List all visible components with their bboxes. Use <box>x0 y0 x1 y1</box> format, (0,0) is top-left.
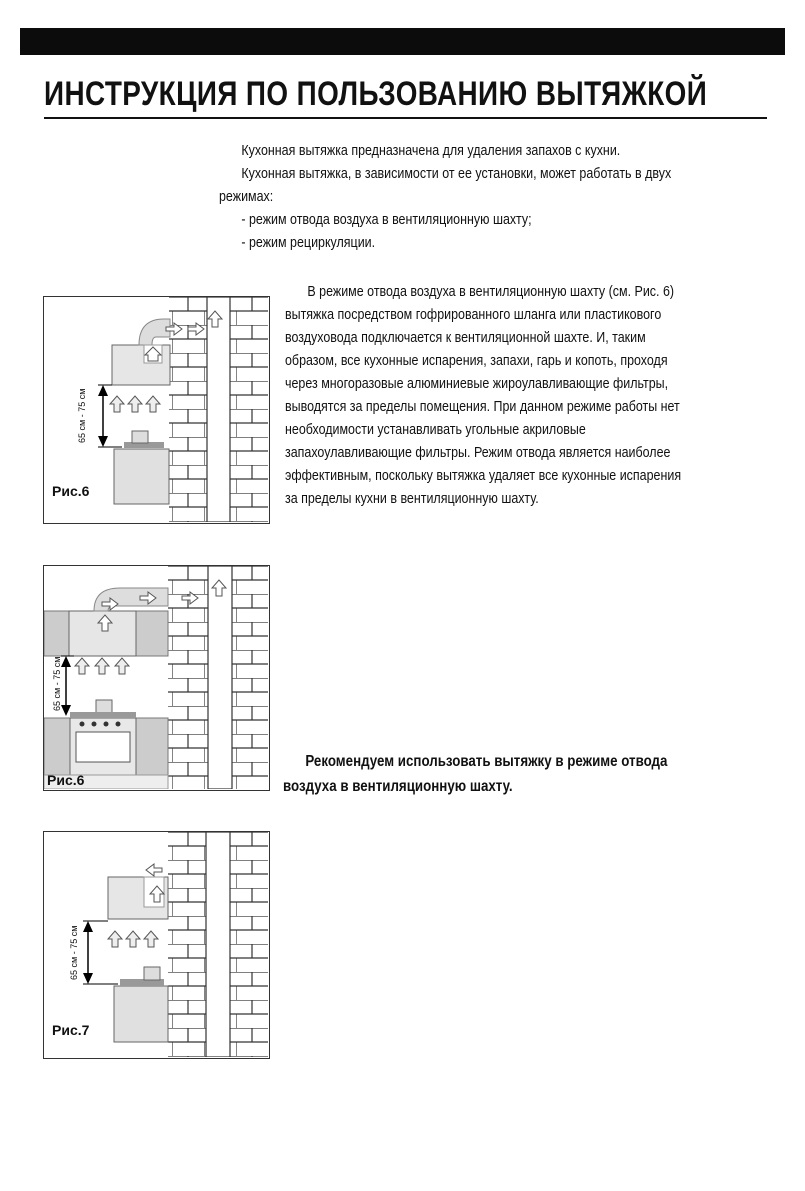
figure-caption: Рис.6 <box>47 772 85 788</box>
stove <box>114 449 169 504</box>
ventilation-shaft <box>206 832 230 1057</box>
wall-cabinet <box>44 611 69 656</box>
steam-arrow-icon <box>115 658 129 674</box>
figure-caption: Рис.6 <box>52 483 90 499</box>
page-title: ИНСТРУКЦИЯ ПО ПОЛЬЗОВАНИЮ ВЫТЯЖКОЙ <box>44 75 708 113</box>
figure-caption: Рис.7 <box>52 1022 90 1038</box>
paragraph-line: запахоулавливающие фильтры. Режим отвода является наиболее <box>285 445 671 461</box>
dimension-label: 65 см - 75 см <box>77 388 87 443</box>
steam-arrow-icon <box>126 931 140 947</box>
steam-arrow-icon <box>144 931 158 947</box>
recirculation-arrow-icon <box>146 864 162 876</box>
mode-item-1: - режим отвода воздуха в вентиляционную шахту; <box>241 212 532 228</box>
paragraph-line: за пределы кухни в вентиляционную шахту. <box>285 491 539 507</box>
steam-arrow-icon <box>110 396 124 412</box>
pot <box>96 700 112 713</box>
paragraph-line: через многоразовые алюминиевые жироулавливающие фильтры, <box>285 376 669 392</box>
steam-arrow-icon <box>75 658 89 674</box>
figure-exhaust-mode-kitchen <box>43 565 270 791</box>
wall-cabinet <box>136 611 168 656</box>
steam-arrow-icon <box>128 396 142 412</box>
steam-arrow-icon <box>108 931 122 947</box>
paragraph-line: вытяжка посредством гофрированного шланга или пластикового <box>285 307 662 323</box>
corrugated-hose <box>139 319 170 345</box>
intro-line-1: Кухонная вытяжка предназначена для удаления запахов с кухни. <box>241 143 621 159</box>
intro-line-2: Кухонная вытяжка, в зависимости от ее установки, может работать в двух <box>241 166 672 182</box>
stove <box>114 986 168 1042</box>
pot <box>144 967 160 980</box>
paragraph-line: воздуховода подключается к вентиляционной шахте. И, таким <box>285 330 646 346</box>
mode-item-2: - режим рециркуляции. <box>241 235 376 251</box>
title-underline <box>44 117 767 119</box>
dimension-label: 65 см - 75 см <box>52 656 62 711</box>
oven-door <box>76 732 130 762</box>
figure-recirculation-mode <box>43 831 270 1059</box>
pot <box>132 431 148 443</box>
figure-illustration <box>44 566 268 789</box>
intro-paragraph <box>219 140 671 255</box>
paragraph-line: В режиме отвода воздуха в вентиляционную шахту (см. Рис. 6) <box>307 284 675 300</box>
figure-exhaust-mode <box>43 296 270 524</box>
exhaust-mode-paragraph <box>285 281 681 511</box>
recommendation <box>283 749 667 799</box>
paragraph-line: необходимости устанавливать угольные акриловые <box>285 422 586 438</box>
paragraph-line: выводятся за пределы помещения. При данном режиме работы нет <box>285 399 680 415</box>
paragraph-line: эффективным, поскольку вытяжка удаляет все кухонные испарения <box>285 468 682 484</box>
ventilation-shaft <box>208 566 232 789</box>
steam-arrow-icon <box>146 396 160 412</box>
corrugated-hose <box>94 588 168 611</box>
paragraph-line: образом, все кухонные испарения, запахи, гарь и копоть, проходя <box>285 353 668 369</box>
recommendation-line-2: воздуха в вентиляционную шахту. <box>283 778 513 795</box>
ventilation-shaft <box>207 297 230 522</box>
recommendation-line-1: Рекомендуем использовать вытяжку в режиме отвода <box>305 753 668 770</box>
dimension-label: 65 см - 75 см <box>69 925 79 980</box>
intro-line-3: режимах: <box>219 189 274 205</box>
steam-arrow-icon <box>95 658 109 674</box>
header-bar <box>20 28 785 55</box>
